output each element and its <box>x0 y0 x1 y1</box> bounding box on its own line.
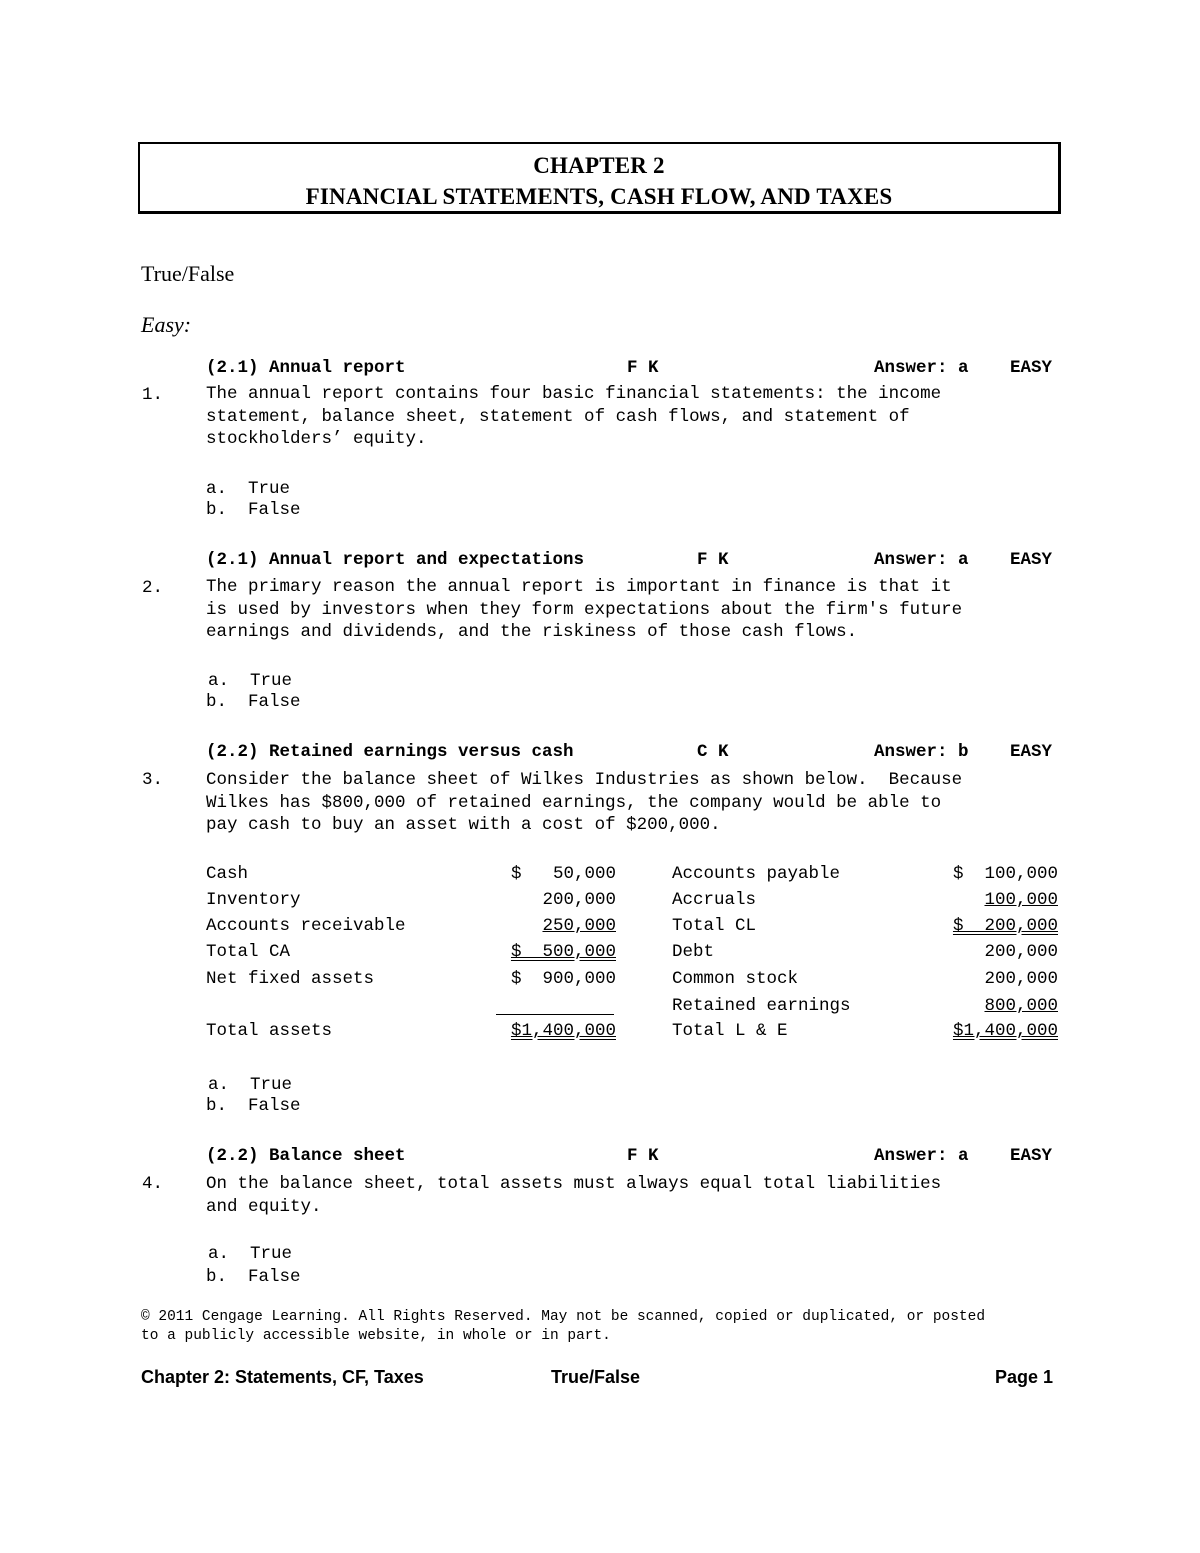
chapter-number: CHAPTER 2 <box>533 153 665 178</box>
bs-left-value: 250,000 <box>542 916 616 936</box>
question-topic: (2.2) Retained earnings versus cash <box>206 742 574 762</box>
question-level: EASY <box>1010 1146 1053 1166</box>
question-meta <box>206 742 1058 764</box>
bs-right-label: Retained earnings <box>672 996 851 1016</box>
footer-chapter: Chapter 2: Statements, CF, Taxes <box>141 1367 424 1387</box>
question-text: The primary reason the annual report is important in finance is that it is used by investors when they form expectations about the firm's future earnings and dividends, and the riskiness of those cash flows. <box>206 577 963 642</box>
question-number: 2. <box>142 578 164 598</box>
question-level: EASY <box>1010 742 1053 762</box>
bs-left-label: Cash <box>206 864 249 884</box>
bs-right-value: $ 200,000 <box>952 916 1058 936</box>
bs-right-value: 200,000 <box>984 942 1058 962</box>
bs-right-value: $1,400,000 <box>952 1021 1058 1041</box>
question-meta <box>206 550 1058 572</box>
option-b: b. False <box>206 1096 301 1116</box>
question-number: 4. <box>142 1174 164 1194</box>
question-text: Consider the balance sheet of Wilkes Industries as shown below. Because Wilkes has $800,000 of retained earnings, the company would be able to pay cash to buy an asset with a cost of $200,000. <box>206 770 963 835</box>
option-b: b. False <box>206 692 301 712</box>
bs-left-value: $1,400,000 <box>510 1021 616 1041</box>
subsection-heading: Easy: <box>141 312 192 337</box>
option-a: a. True <box>206 479 291 499</box>
bs-right-label: Common stock <box>672 969 799 989</box>
bs-right-label: Accruals <box>672 890 757 910</box>
bs-blank-rule <box>496 1014 614 1015</box>
option-a: a. True <box>208 671 293 691</box>
bs-left-label: Net fixed assets <box>206 969 375 989</box>
question-topic: (2.1) Annual report and expectations <box>206 550 585 570</box>
chapter-header-box <box>138 142 1061 214</box>
question-level: EASY <box>1010 550 1053 570</box>
bs-right-label: Total CL <box>672 916 757 936</box>
question-meta <box>206 358 1058 380</box>
bs-right-value: $ 100,000 <box>952 864 1058 884</box>
copyright-notice: © 2011 Cengage Learning. All Rights Reserved. May not be scanned, copied or duplicated, or posted to a publicly accessible website, in whole or in part. <box>141 1309 986 1344</box>
question-topic: (2.2) Balance sheet <box>206 1146 406 1166</box>
bs-left-value: $ 50,000 <box>510 864 616 884</box>
question-number: 3. <box>142 770 164 790</box>
bs-left-value: $ 900,000 <box>510 969 616 989</box>
question-code: C K <box>697 742 729 762</box>
section-heading: True/False <box>141 261 235 286</box>
bs-left-value: $ 500,000 <box>510 942 616 962</box>
footer-page-number: Page 1 <box>995 1367 1054 1387</box>
option-b: b. False <box>206 1267 301 1287</box>
bs-right-value: 200,000 <box>984 969 1058 989</box>
bs-right-value: 800,000 <box>984 996 1058 1016</box>
question-answer: Answer: a <box>874 550 969 570</box>
chapter-title: FINANCIAL STATEMENTS, CASH FLOW, AND TAXES <box>305 184 893 209</box>
question-text: The annual report contains four basic financial statements: the income statement, balance sheet, statement of cash flows, and statement of stockholders’ equity. <box>206 384 942 449</box>
bs-right-value: 100,000 <box>984 890 1058 910</box>
bs-left-label: Accounts receivable <box>206 916 406 936</box>
bs-left-label: Total assets <box>206 1021 333 1041</box>
bs-left-label: Inventory <box>206 890 301 910</box>
question-meta <box>206 1146 1058 1168</box>
question-code: F K <box>697 550 729 570</box>
bs-right-label: Total L & E <box>672 1021 788 1041</box>
question-answer: Answer: a <box>874 1146 969 1166</box>
option-a: a. True <box>208 1075 293 1095</box>
question-answer: Answer: a <box>874 358 969 378</box>
question-text: On the balance sheet, total assets must always equal total liabilities and equity. <box>206 1174 942 1217</box>
question-number: 1. <box>142 385 164 405</box>
footer-section: True/False <box>551 1367 641 1387</box>
question-code: F K <box>627 1146 659 1166</box>
bs-left-value: 200,000 <box>542 890 616 910</box>
question-topic: (2.1) Annual report <box>206 358 406 378</box>
option-b: b. False <box>206 500 301 520</box>
bs-right-label: Debt <box>672 942 715 962</box>
bs-left-label: Total CA <box>206 942 291 962</box>
question-code: F K <box>627 358 659 378</box>
bs-right-label: Accounts payable <box>672 864 841 884</box>
question-answer: Answer: b <box>874 742 969 762</box>
question-level: EASY <box>1010 358 1053 378</box>
option-a: a. True <box>208 1244 293 1264</box>
